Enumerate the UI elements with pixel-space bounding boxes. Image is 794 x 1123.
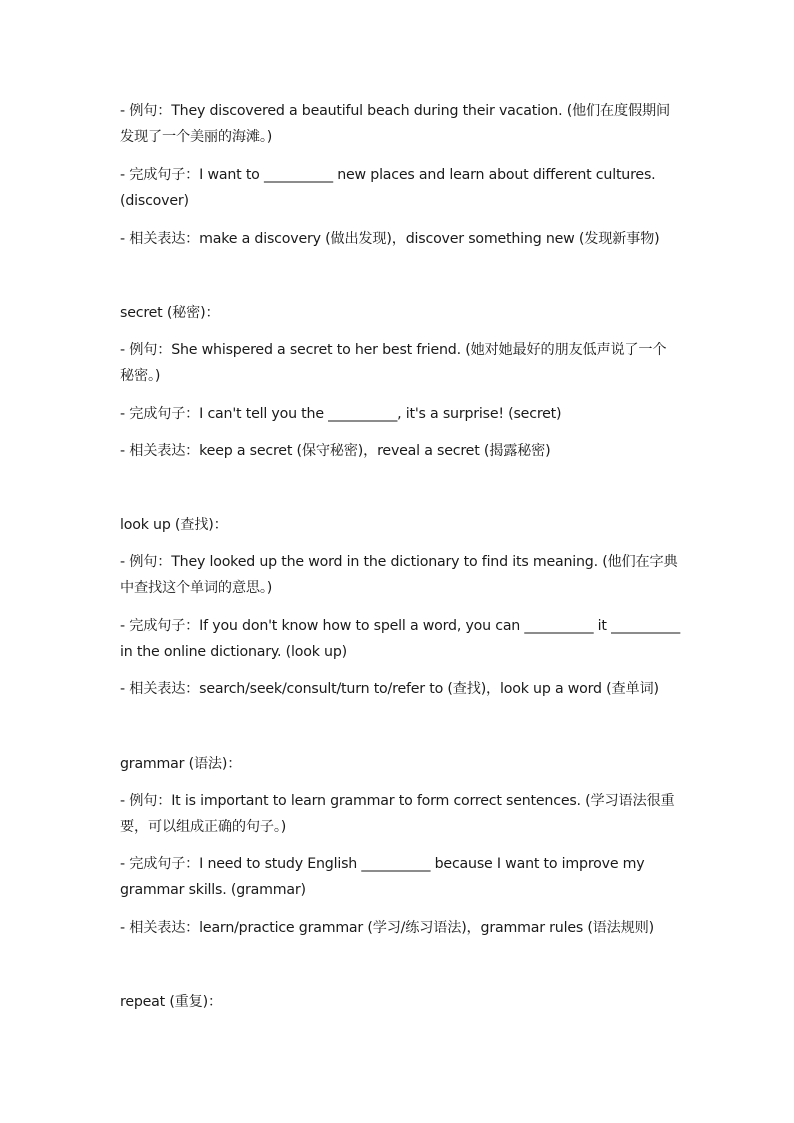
vocab-heading: secret (秘密)： [120, 305, 220, 321]
example-sentence: - 例句：It is important to learn grammar to form correct sentences. (学习语法很重要，可以组成正确的句子。) [120, 793, 675, 835]
example-sentence: - 例句：She whispered a secret to her best friend. (她对她最好的朋友低声说了一个秘密。) [120, 342, 667, 384]
vocab-heading: grammar (语法)： [120, 756, 242, 772]
related-expressions: - 相关表达：keep a secret (保守秘密)，reveal a secret (揭露秘密) [120, 443, 551, 459]
completion-exercise: - 完成句子：I can't tell you the __________, it's a surprise! (secret) [120, 406, 562, 422]
vocab-heading: look up (查找)： [120, 517, 228, 533]
completion-exercise: - 完成句子：If you don't know how to spell a word, you can __________ it __________ in the online dictionary. (look up) [120, 618, 681, 660]
vocab-heading: repeat (重复)： [120, 994, 222, 1010]
completion-exercise: - 完成句子：I need to study English __________ because I want to improve my grammar skills. (grammar) [120, 856, 645, 898]
example-sentence: - 例句：They discovered a beautiful beach during their vacation. (他们在度假期间发现了一个美丽的海滩。) [120, 103, 670, 145]
example-sentence: - 例句：They looked up the word in the dictionary to find its meaning. (他们在字典中查找这个单词的意思。) [120, 554, 678, 596]
related-expressions: - 相关表达：learn/practice grammar (学习/练习语法)，grammar rules (语法规则) [120, 920, 654, 936]
completion-exercise: - 完成句子：I want to __________ new places and learn about different cultures. (discover) [120, 167, 656, 209]
related-expressions: - 相关表达：search/seek/consult/turn to/refer to (查找)，look up a word (查单词) [120, 681, 659, 697]
related-expressions: - 相关表达：make a discovery (做出发现)，discover something new (发现新事物) [120, 231, 660, 247]
